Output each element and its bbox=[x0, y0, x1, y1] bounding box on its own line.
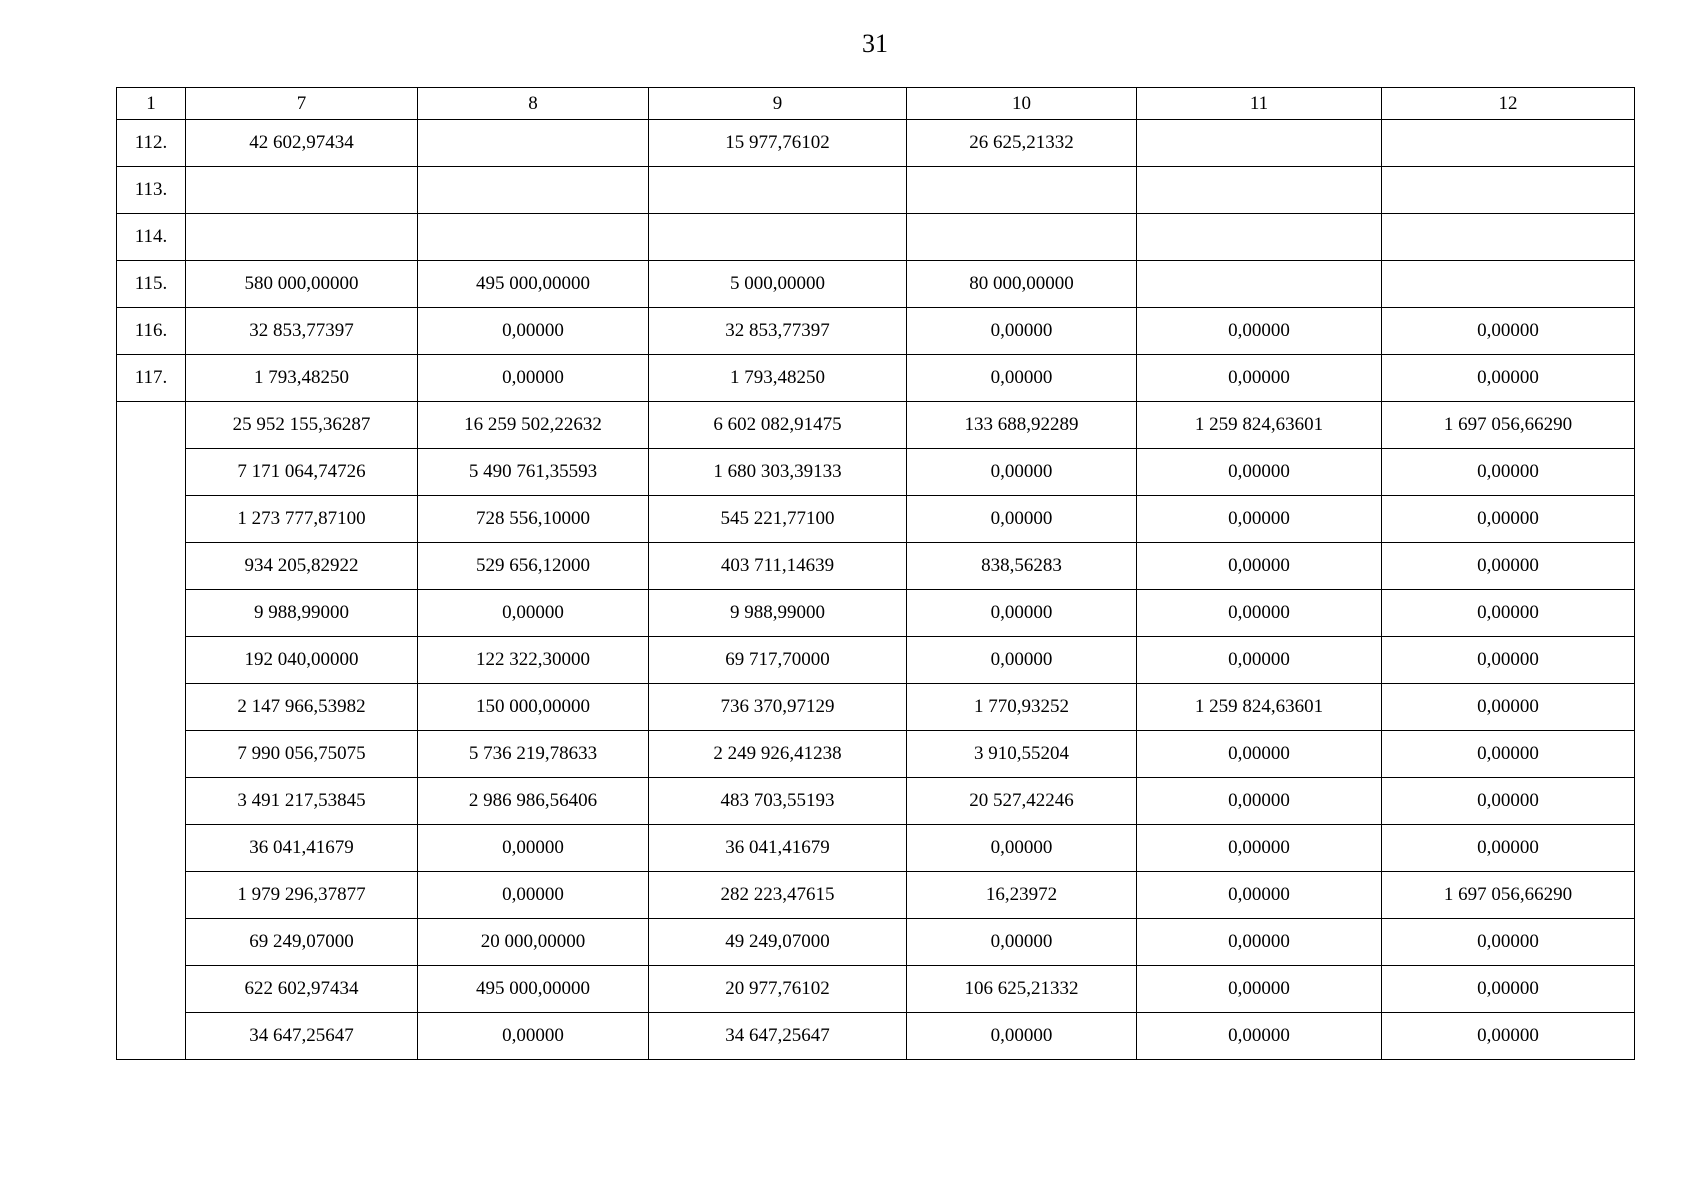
table-cell: 580 000,00000 bbox=[186, 261, 418, 308]
table-cell: 1 793,48250 bbox=[649, 355, 907, 402]
table-cell: 1 697 056,66290 bbox=[1382, 402, 1635, 449]
table-cell: 0,00000 bbox=[907, 1013, 1137, 1060]
table-cell: 0,00000 bbox=[907, 590, 1137, 637]
table-cell: 2 249 926,41238 bbox=[649, 731, 907, 778]
table-cell: 5 490 761,35593 bbox=[418, 449, 649, 496]
table-cell: 7 990 056,75075 bbox=[186, 731, 418, 778]
table-cell: 0,00000 bbox=[1137, 731, 1382, 778]
summary-row bbox=[117, 402, 1635, 449]
summary-row bbox=[117, 449, 1635, 496]
column-header-12: 12 bbox=[1382, 88, 1635, 120]
table-cell: 0,00000 bbox=[1382, 778, 1635, 825]
table-cell: 0,00000 bbox=[1137, 966, 1382, 1013]
summary-row bbox=[117, 966, 1635, 1013]
table-cell bbox=[418, 214, 649, 261]
table-cell bbox=[186, 167, 418, 214]
table-cell: 838,56283 bbox=[907, 543, 1137, 590]
summary-row bbox=[117, 684, 1635, 731]
table-cell bbox=[907, 214, 1137, 261]
table-cell: 69 717,70000 bbox=[649, 637, 907, 684]
table-row bbox=[117, 261, 1635, 308]
table-cell: 0,00000 bbox=[1382, 825, 1635, 872]
table-row bbox=[117, 167, 1635, 214]
page-number: 31 bbox=[862, 29, 888, 58]
row-number-cell: 113. bbox=[117, 167, 186, 214]
table-cell: 15 977,76102 bbox=[649, 120, 907, 167]
summary-row bbox=[117, 778, 1635, 825]
row-number-cell: 115. bbox=[117, 261, 186, 308]
table-cell: 36 041,41679 bbox=[186, 825, 418, 872]
table-cell: 0,00000 bbox=[1137, 637, 1382, 684]
table-cell: 9 988,99000 bbox=[649, 590, 907, 637]
table-cell bbox=[186, 214, 418, 261]
table-cell: 0,00000 bbox=[1137, 1013, 1382, 1060]
table-cell bbox=[1382, 167, 1635, 214]
table-cell: 0,00000 bbox=[1382, 543, 1635, 590]
table-cell bbox=[907, 167, 1137, 214]
table-cell: 0,00000 bbox=[418, 308, 649, 355]
table-cell: 545 221,77100 bbox=[649, 496, 907, 543]
table-cell: 0,00000 bbox=[1137, 496, 1382, 543]
summary-row bbox=[117, 543, 1635, 590]
table-cell bbox=[1382, 120, 1635, 167]
table-cell: 0,00000 bbox=[907, 449, 1137, 496]
table-cell: 36 041,41679 bbox=[649, 825, 907, 872]
table-row bbox=[117, 355, 1635, 402]
table-cell: 3 491 217,53845 bbox=[186, 778, 418, 825]
table-cell: 934 205,82922 bbox=[186, 543, 418, 590]
table-cell: 69 249,07000 bbox=[186, 919, 418, 966]
summary-row bbox=[117, 1013, 1635, 1060]
table-cell: 133 688,92289 bbox=[907, 402, 1137, 449]
table-cell: 0,00000 bbox=[1382, 496, 1635, 543]
table-cell: 192 040,00000 bbox=[186, 637, 418, 684]
table-cell: 80 000,00000 bbox=[907, 261, 1137, 308]
table-cell bbox=[1382, 214, 1635, 261]
table-cell: 34 647,25647 bbox=[649, 1013, 907, 1060]
column-header-9: 9 bbox=[649, 88, 907, 120]
table-cell: 0,00000 bbox=[907, 308, 1137, 355]
table-cell: 0,00000 bbox=[907, 825, 1137, 872]
table-cell: 20 000,00000 bbox=[418, 919, 649, 966]
row-number-cell: 112. bbox=[117, 120, 186, 167]
table-cell: 0,00000 bbox=[1382, 684, 1635, 731]
table-cell: 0,00000 bbox=[1382, 308, 1635, 355]
table-cell: 483 703,55193 bbox=[649, 778, 907, 825]
table-cell bbox=[649, 214, 907, 261]
table-cell: 0,00000 bbox=[1137, 308, 1382, 355]
table-cell: 0,00000 bbox=[907, 496, 1137, 543]
table-cell: 0,00000 bbox=[1382, 590, 1635, 637]
table-cell: 1 793,48250 bbox=[186, 355, 418, 402]
table-cell: 403 711,14639 bbox=[649, 543, 907, 590]
table-cell: 16 259 502,22632 bbox=[418, 402, 649, 449]
table-cell: 0,00000 bbox=[1137, 355, 1382, 402]
table-cell: 0,00000 bbox=[1382, 449, 1635, 496]
table-cell: 122 322,30000 bbox=[418, 637, 649, 684]
table-cell: 0,00000 bbox=[907, 919, 1137, 966]
table-cell: 20 977,76102 bbox=[649, 966, 907, 1013]
table-cell: 0,00000 bbox=[1382, 731, 1635, 778]
table-cell: 3 910,55204 bbox=[907, 731, 1137, 778]
table-cell bbox=[1137, 167, 1382, 214]
table-cell: 0,00000 bbox=[1382, 966, 1635, 1013]
table-cell: 1 259 824,63601 bbox=[1137, 684, 1382, 731]
summary-row bbox=[117, 872, 1635, 919]
column-header-1: 1 bbox=[117, 88, 186, 120]
column-header-10: 10 bbox=[907, 88, 1137, 120]
table-cell bbox=[1382, 261, 1635, 308]
table-cell: 728 556,10000 bbox=[418, 496, 649, 543]
table-cell: 529 656,12000 bbox=[418, 543, 649, 590]
table-cell: 16,23972 bbox=[907, 872, 1137, 919]
summary-row bbox=[117, 825, 1635, 872]
table-cell: 1 979 296,37877 bbox=[186, 872, 418, 919]
table-row bbox=[117, 308, 1635, 355]
table-cell: 0,00000 bbox=[1382, 637, 1635, 684]
merged-empty-number-cell bbox=[117, 402, 186, 1060]
table-cell: 282 223,47615 bbox=[649, 872, 907, 919]
table-cell: 7 171 064,74726 bbox=[186, 449, 418, 496]
table-cell: 1 273 777,87100 bbox=[186, 496, 418, 543]
table-cell: 495 000,00000 bbox=[418, 261, 649, 308]
column-header-row bbox=[117, 88, 1635, 120]
table-cell: 25 952 155,36287 bbox=[186, 402, 418, 449]
table-row bbox=[117, 214, 1635, 261]
table-cell: 0,00000 bbox=[1137, 543, 1382, 590]
table-cell: 9 988,99000 bbox=[186, 590, 418, 637]
column-header-7: 7 bbox=[186, 88, 418, 120]
table-cell: 5 000,00000 bbox=[649, 261, 907, 308]
table-cell: 0,00000 bbox=[907, 355, 1137, 402]
table-cell: 1 697 056,66290 bbox=[1382, 872, 1635, 919]
table-cell: 0,00000 bbox=[1382, 355, 1635, 402]
table-cell: 5 736 219,78633 bbox=[418, 731, 649, 778]
table-cell: 42 602,97434 bbox=[186, 120, 418, 167]
column-header-11: 11 bbox=[1137, 88, 1382, 120]
table-cell: 0,00000 bbox=[1137, 449, 1382, 496]
table-cell bbox=[1137, 261, 1382, 308]
table-cell: 0,00000 bbox=[1382, 1013, 1635, 1060]
table-row bbox=[117, 120, 1635, 167]
summary-row bbox=[117, 637, 1635, 684]
budget-table bbox=[116, 87, 1635, 1060]
table-cell: 622 602,97434 bbox=[186, 966, 418, 1013]
table-cell: 1 770,93252 bbox=[907, 684, 1137, 731]
table-cell: 0,00000 bbox=[418, 590, 649, 637]
table-cell: 26 625,21332 bbox=[907, 120, 1137, 167]
row-number-cell: 114. bbox=[117, 214, 186, 261]
table-cell bbox=[418, 120, 649, 167]
table-cell: 106 625,21332 bbox=[907, 966, 1137, 1013]
table-cell bbox=[649, 167, 907, 214]
table-cell: 20 527,42246 bbox=[907, 778, 1137, 825]
table-cell: 0,00000 bbox=[1137, 825, 1382, 872]
table-cell: 32 853,77397 bbox=[186, 308, 418, 355]
table-cell: 0,00000 bbox=[418, 1013, 649, 1060]
table-cell: 150 000,00000 bbox=[418, 684, 649, 731]
table-cell: 0,00000 bbox=[1382, 919, 1635, 966]
table-cell: 32 853,77397 bbox=[649, 308, 907, 355]
table-cell: 34 647,25647 bbox=[186, 1013, 418, 1060]
table-cell: 736 370,97129 bbox=[649, 684, 907, 731]
table-cell bbox=[1137, 214, 1382, 261]
budget-table-container bbox=[116, 87, 1635, 1060]
summary-row bbox=[117, 496, 1635, 543]
table-cell: 6 602 082,91475 bbox=[649, 402, 907, 449]
table-cell: 0,00000 bbox=[418, 872, 649, 919]
table-cell: 0,00000 bbox=[1137, 919, 1382, 966]
table-cell: 495 000,00000 bbox=[418, 966, 649, 1013]
table-cell: 49 249,07000 bbox=[649, 919, 907, 966]
table-cell: 0,00000 bbox=[1137, 590, 1382, 637]
table-cell: 0,00000 bbox=[418, 355, 649, 402]
table-cell: 2 986 986,56406 bbox=[418, 778, 649, 825]
table-cell bbox=[418, 167, 649, 214]
table-cell: 0,00000 bbox=[907, 637, 1137, 684]
table-cell bbox=[1137, 120, 1382, 167]
summary-row bbox=[117, 731, 1635, 778]
table-cell: 1 680 303,39133 bbox=[649, 449, 907, 496]
row-number-cell: 117. bbox=[117, 355, 186, 402]
table-cell: 0,00000 bbox=[1137, 872, 1382, 919]
summary-row bbox=[117, 919, 1635, 966]
table-cell: 1 259 824,63601 bbox=[1137, 402, 1382, 449]
table-cell: 0,00000 bbox=[1137, 778, 1382, 825]
column-header-8: 8 bbox=[418, 88, 649, 120]
table-cell: 0,00000 bbox=[418, 825, 649, 872]
table-cell: 2 147 966,53982 bbox=[186, 684, 418, 731]
table-body bbox=[117, 88, 1635, 1060]
row-number-cell: 116. bbox=[117, 308, 186, 355]
summary-row bbox=[117, 590, 1635, 637]
